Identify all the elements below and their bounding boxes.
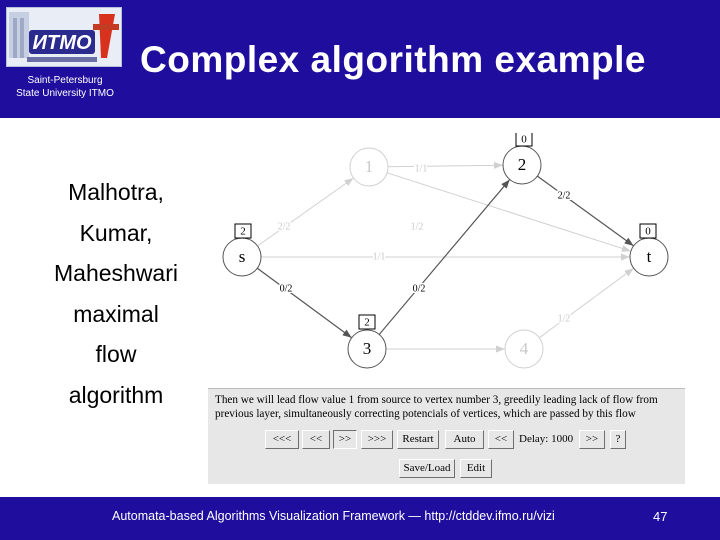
vertex-label: 3	[362, 338, 372, 358]
footer-caption: Automata-based Algorithms Visualization Framework — http://ctddev.ifmo.ru/vizi	[112, 509, 555, 523]
step-comment-line: Then we will lead flow value 1 from source to vertex number 3, greedily leading lack of flow from	[215, 394, 658, 406]
step-comment-line: previous layer, simultaneously correcting potencials of vertices, which are passed by this flow	[215, 408, 636, 420]
algorithm-name-line: maximal	[73, 300, 159, 327]
step-comment	[215, 393, 681, 421]
vertex-label: 2	[517, 154, 527, 174]
algorithm-name-line: Kumar,	[79, 219, 153, 246]
algorithm-name	[18, 172, 214, 415]
edge-arrowhead	[621, 245, 631, 252]
algorithm-name-line: flow	[95, 341, 137, 367]
slide-header	[0, 0, 720, 118]
vertex-label: 4	[519, 338, 529, 358]
edge-flow-label: 0/2	[412, 283, 426, 295]
itmo-logo-image	[7, 8, 121, 66]
graph-edge	[537, 176, 633, 246]
vertex-potential: 0	[521, 133, 527, 146]
vertex-potential: 2	[364, 316, 370, 329]
vertex-label: 1	[364, 156, 374, 176]
graph-edges	[257, 162, 633, 353]
vertex-label: t	[646, 246, 652, 266]
edge-arrowhead	[621, 254, 630, 261]
edge-flow-label: 1/1	[414, 163, 428, 175]
vertex-potential: 2	[240, 225, 246, 238]
graph-vertices	[223, 133, 668, 368]
restart-button[interactable]: Restart	[397, 430, 439, 449]
logo-text: ИТМО	[32, 32, 92, 54]
edge-flow-label: 2/2	[557, 190, 571, 202]
slide-footer	[0, 497, 720, 540]
faster-button[interactable]: >>	[579, 430, 605, 449]
algorithm-name-line: Maheshwari	[54, 260, 178, 286]
edge-arrowhead	[496, 346, 505, 353]
save-load-button[interactable]: Save/Load	[399, 459, 455, 478]
help-button[interactable]: ?	[610, 430, 626, 449]
flow-graph-canvas	[208, 133, 685, 385]
last-step-button[interactable]: >>>	[361, 430, 393, 449]
delay-label: Delay: 1000	[519, 433, 574, 445]
university-line-2: State University ITMO	[16, 88, 114, 99]
edit-button[interactable]: Edit	[460, 459, 492, 478]
edge-flow-label: 0/2	[279, 283, 293, 295]
vertex-potential: 0	[645, 225, 651, 238]
algorithm-name-line: Malhotra,	[68, 179, 164, 205]
vertex-label: s	[238, 246, 246, 266]
slower-button[interactable]: <<	[488, 430, 514, 449]
graph-edge	[257, 268, 351, 337]
slide-title: Complex algorithm example	[140, 39, 646, 80]
algorithm-name-line: algorithm	[68, 381, 164, 408]
next-step-button[interactable]: >>	[333, 430, 357, 449]
edge-arrowhead	[624, 268, 633, 276]
university-name	[0, 74, 130, 100]
university-line-1: Saint-Petersburg	[27, 75, 103, 86]
page-number: 47	[653, 509, 668, 524]
edge-arrowhead	[344, 178, 353, 186]
graph-edge	[539, 268, 633, 337]
auto-button[interactable]: Auto	[445, 430, 484, 449]
graph-edge	[258, 178, 354, 246]
edge-flow-label: 1/2	[557, 313, 571, 325]
visualizer-control-panel	[208, 388, 685, 484]
graph-edge	[387, 173, 631, 251]
first-step-button[interactable]: <<<	[265, 430, 299, 449]
edge-arrowhead	[624, 238, 633, 246]
edge-flow-label: 2/2	[277, 221, 291, 233]
edge-arrowhead	[342, 330, 351, 338]
edge-flow-label: 1/1	[372, 251, 386, 263]
edge-arrowhead	[494, 162, 503, 169]
prev-step-button[interactable]: <<	[302, 430, 330, 449]
edge-flow-label: 1/2	[410, 221, 424, 233]
graph-edge	[388, 165, 503, 167]
itmo-logo	[6, 7, 122, 67]
